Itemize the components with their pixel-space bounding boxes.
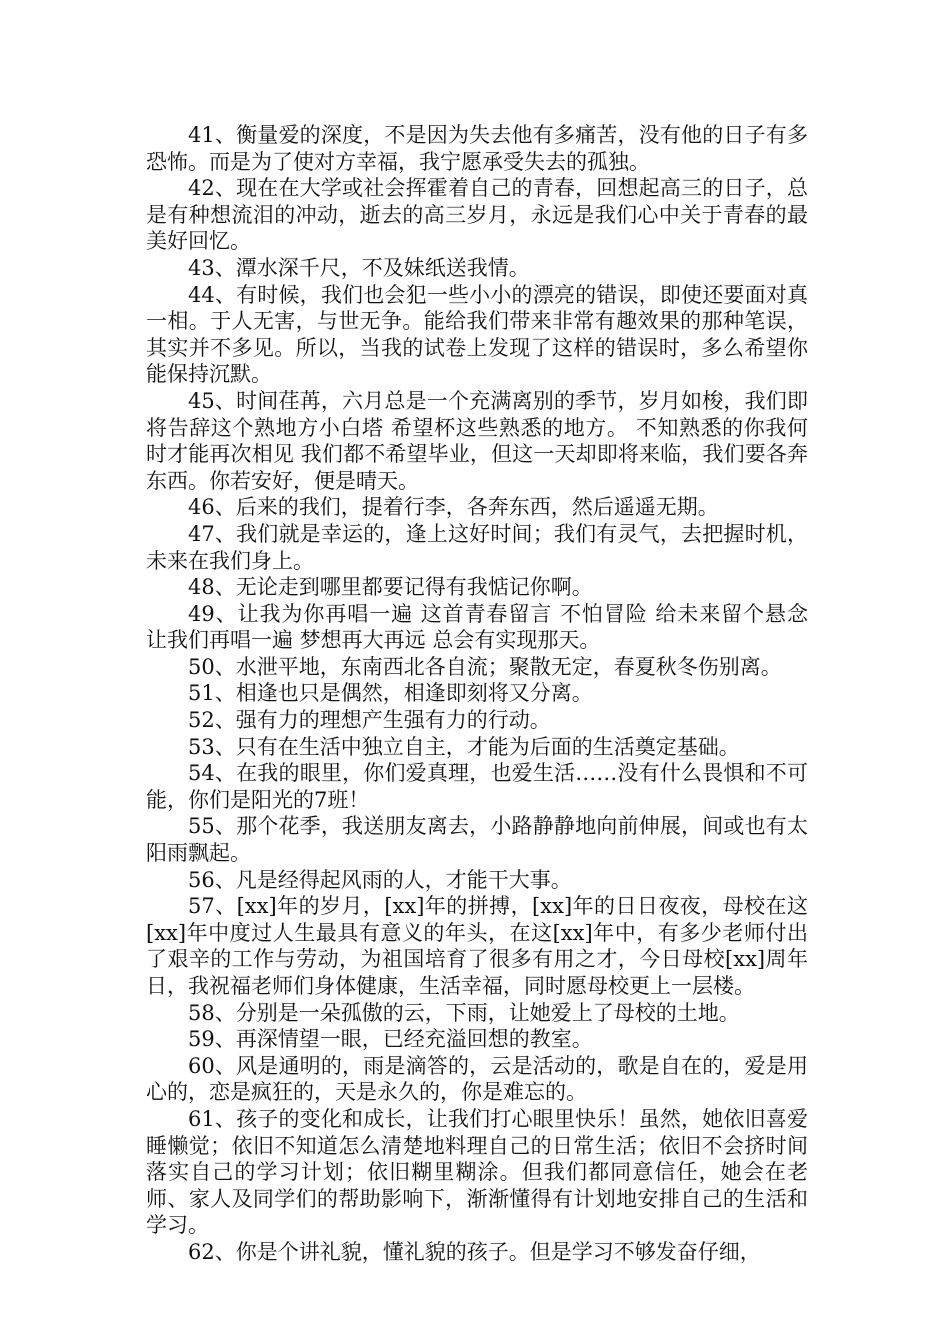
paragraph-46: 46、后来的我们，提着行李，各奔东西，然后遥遥无期。 [188, 495, 719, 520]
paragraph-49: 49、让我为你再唱一遍 这首青春留言 不怕冒险 给未来留个悬念 让我们再唱一遍 梦想再大再远 总会有实现那天。 [146, 601, 808, 653]
paragraph-54: 54、在我的眼里，你们爱真理，也爱生活……没有什么畏惧和不可能，你们是阳光的7班！ [146, 761, 808, 812]
paragraph-43: 43、潭水深千尺，不及妹纸送我情。 [188, 255, 530, 280]
paragraph-47: 47、我们就是幸运的，逢上这好时间；我们有灵气，去把握时机，未来在我们身上。 [146, 521, 808, 573]
paragraph-58: 58、分别是一朵孤傲的云，下雨，让她爱上了母校的土地。 [188, 1000, 740, 1025]
paragraph-45: 45、时间荏苒，六月总是一个充满离别的季节，岁月如梭，我们即将告辞这个熟地方小白塔 希望杯这些熟悉的地方。 不知熟悉的你我何时才能再次相见 我们都不希望毕业，但这一天却即将来临，我们要各奔东西。你若安好，便是晴天。 [146, 388, 808, 493]
paragraph-59: 59、再深情望一眼，已经充溢回想的教室。 [188, 1027, 593, 1052]
paragraph-44: 44、有时候，我们也会犯一些小小的漂亮的错误，即使还要面对真一相。于人无害，与世无争。能给我们带来非常有趣效果的那种笔误，其实并不多见。所以，当我的试卷上发现了这样的错误时，多么希望你能保持沉默。 [146, 282, 808, 387]
paragraph-52: 52、强有力的理想产生强有力的行动。 [188, 708, 551, 733]
paragraph-50: 50、水泄平地，东南西北各自流；聚散无定，春夏秋冬伤别离。 [188, 654, 782, 679]
paragraph-56: 56、凡是经得起风雨的人，才能干大事。 [188, 867, 572, 892]
paragraph-61: 61、孩子的变化和成长，让我们打心眼里快乐！虽然，她依旧喜爱睡懒觉；依旧不知道怎么清楚地料理自己的日常生活；依旧不会挤时间落实自己的学习计划；依旧糊里糊涂。但我们都同意信任，她会在老师、家人及同学们的帮助影响下，渐渐懂得有计划地安排自己的生活和学习。 [146, 1106, 808, 1238]
document-body [146, 122, 808, 1266]
paragraph-62: 62、你是个讲礼貌，懂礼貌的孩子。但是学习不够发奋仔细， [188, 1239, 761, 1264]
paragraph-48: 48、无论走到哪里都要记得有我惦记你啊。 [188, 575, 593, 600]
paragraph-57: 57、[xx]年的岁月，[xx]年的拼搏，[xx]年的日日夜夜，母校在这[xx]年中度过人生最具有意义的年头，在这[xx]年中，有多少老师付出了艰辛的工作与劳动，为祖国培育了很多有用之才，今日母校[xx]周年日，我祝福老师们身体健康，生活幸福，同时愿母校更上一层楼。 [146, 894, 808, 998]
paragraph-55: 55、那个花季，我送朋友离去，小路静静地向前伸展，间或也有太阳雨飘起。 [146, 814, 808, 866]
paragraph-51: 51、相逢也只是偶然，相逢即刻将又分离。 [188, 681, 593, 706]
paragraph-42: 42、现在在大学或社会挥霍着自己的青春，回想起高三的日子，总是有种想流泪的冲动，逝去的高三岁月，永远是我们心中关于青春的最美好回忆。 [146, 176, 808, 254]
paragraph-53: 53、只有在生活中独立自主，才能为后面的生活奠定基础。 [188, 734, 740, 759]
paragraph-41: 41、衡量爱的深度，不是因为失去他有多痛苦，没有他的日子有多恐怖。而是为了使对方幸福，我宁愿承受失去的孤独。 [146, 123, 808, 174]
paragraph-60: 60、风是通明的，雨是滴答的，云是活动的，歌是自在的，爱是用心的，恋是疯狂的，天是永久的，你是难忘的。 [146, 1053, 808, 1105]
